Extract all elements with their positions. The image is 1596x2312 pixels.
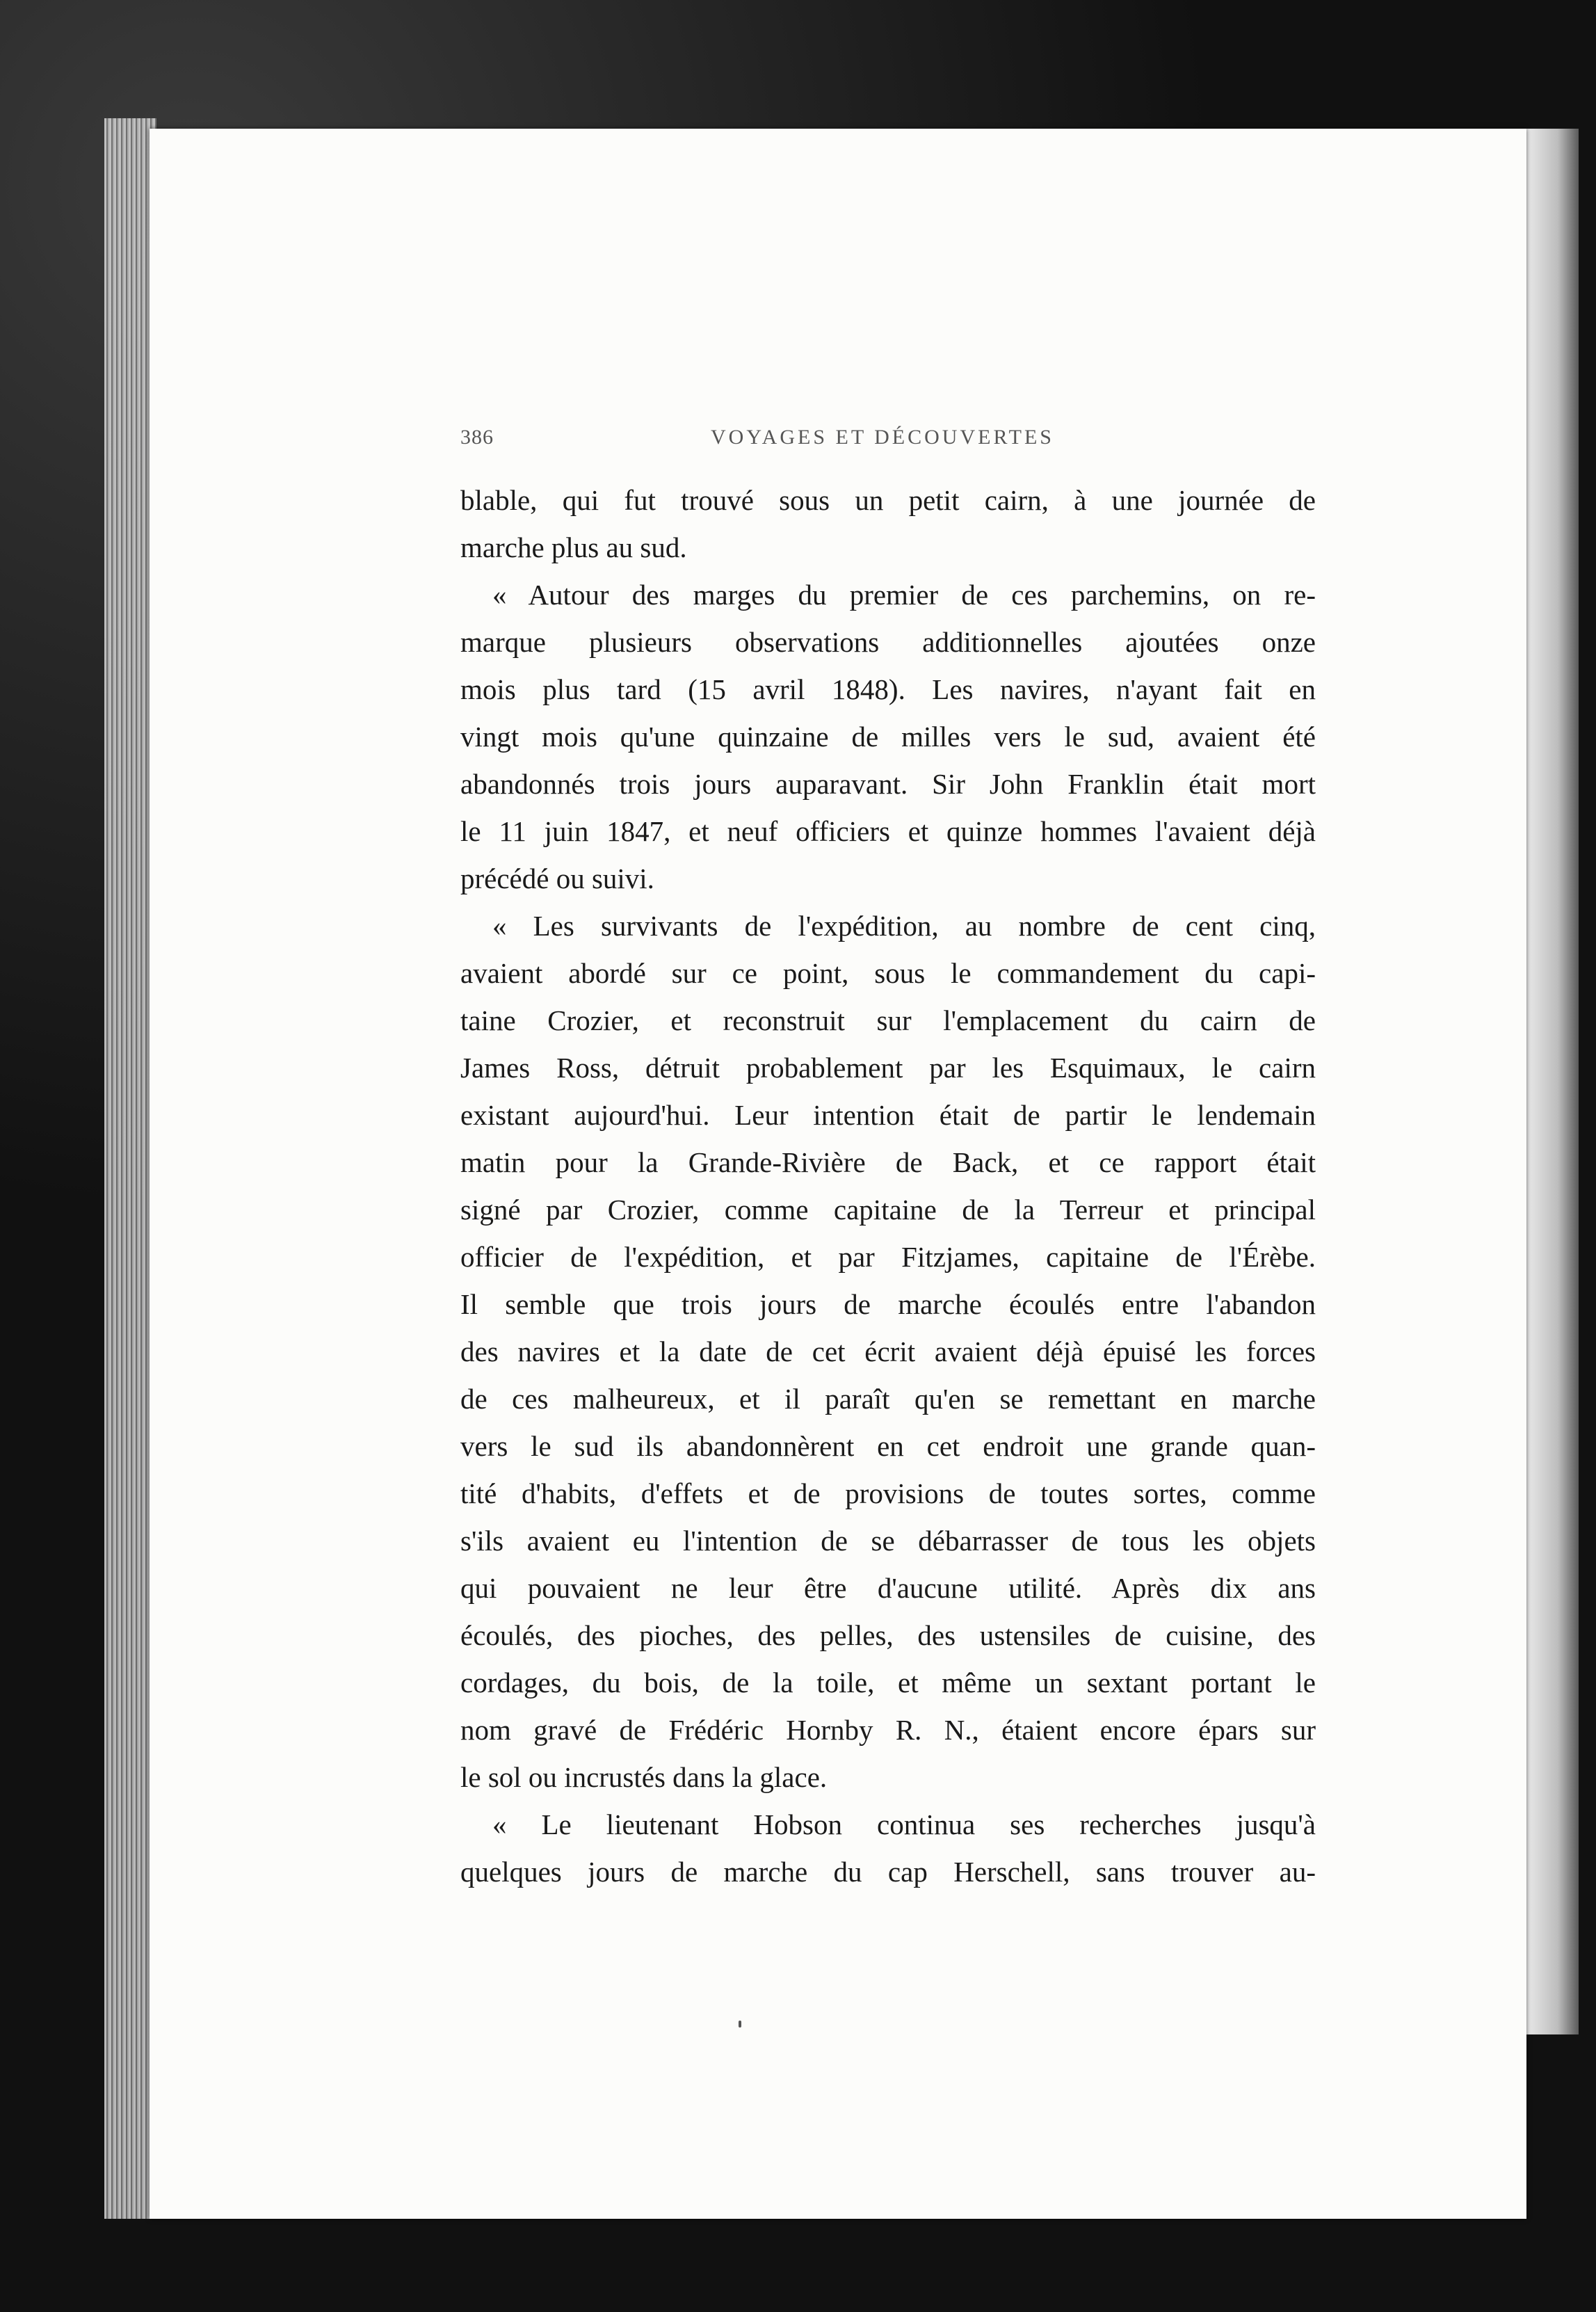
text-line: le 11 juin 1847, et neuf officiers et quinze hommes l'avaient déjà [460, 815, 1316, 847]
text-line: précédé ou suivi. [460, 862, 654, 894]
page-number: 386 [460, 426, 494, 449]
body-text [460, 476, 1316, 1895]
text-line: quelques jours de marche du cap Herschell, sans trouver au- [460, 1856, 1316, 1888]
text-line: James Ross, détruit probablement par les Esquimaux, le cairn [460, 1052, 1316, 1084]
text-line: matin pour la Grande-Rivière de Back, et ce rapport était [460, 1146, 1316, 1178]
text-line: « Autour des marges du premier de ces parchemins, on re- [492, 579, 1316, 611]
text-line: Il semble que trois jours de marche écoulés entre l'abandon [460, 1288, 1316, 1320]
text-line: « Les survivants de l'expédition, au nombre de cent cinq, [492, 910, 1316, 942]
text-line: s'ils avaient eu l'intention de se débarrasser de tous les objets [460, 1525, 1316, 1557]
text-line: mois plus tard (15 avril 1848). Les navires, n'ayant fait en [460, 673, 1316, 705]
text-line: des navires et la date de cet écrit avaient déjà épuisé les forces [460, 1335, 1316, 1367]
stray-ink-mark [739, 2021, 741, 2028]
text-line: officier de l'expédition, et par Fitzjames, capitaine de l'Érèbe. [460, 1241, 1316, 1273]
text-line: marche plus au sud. [460, 531, 687, 563]
running-header [460, 426, 1309, 460]
text-line: le sol ou incrustés dans la glace. [460, 1761, 828, 1793]
text-line: vers le sud ils abandonnèrent en cet endroit une grande quan- [460, 1430, 1316, 1462]
text-line: cordages, du bois, de la toile, et même un sextant portant le [460, 1667, 1316, 1699]
text-line: existant aujourd'hui. Leur intention était de partir le lendemain [460, 1099, 1316, 1131]
text-line: signé par Crozier, comme capitaine de la Terreur et principal [460, 1194, 1316, 1226]
book-page-edges [104, 118, 156, 2219]
text-line: avaient abordé sur ce point, sous le commandement du capi- [460, 957, 1316, 989]
text-line: tité d'habits, d'effets et de provisions de toutes sortes, comme [460, 1477, 1316, 1509]
text-line: nom gravé de Frédéric Hornby R. N., étaient encore épars sur [460, 1714, 1316, 1746]
book-right-edge [1526, 129, 1579, 2034]
text-line: de ces malheureux, et il paraît qu'en se remettant en marche [460, 1383, 1316, 1415]
text-line: vingt mois qu'une quinzaine de milles vers le sud, avaient été [460, 721, 1316, 753]
text-line: écoulés, des pioches, des pelles, des ustensiles de cuisine, des [460, 1619, 1316, 1651]
text-line: « Le lieutenant Hobson continua ses recherches jusqu'à [492, 1808, 1316, 1840]
text-line: marque plusieurs observations additionnelles ajoutées onze [460, 626, 1316, 658]
text-line: abandonnés trois jours auparavant. Sir John Franklin était mort [460, 768, 1316, 800]
text-line: blable, qui fut trouvé sous un petit cairn, à une journée de [460, 484, 1316, 516]
running-title: VOYAGES ET DÉCOUVERTES [711, 426, 1054, 449]
text-line: qui pouvaient ne leur être d'aucune utilité. Après dix ans [460, 1572, 1316, 1604]
text-line: taine Crozier, et reconstruit sur l'emplacement du cairn de [460, 1004, 1316, 1036]
